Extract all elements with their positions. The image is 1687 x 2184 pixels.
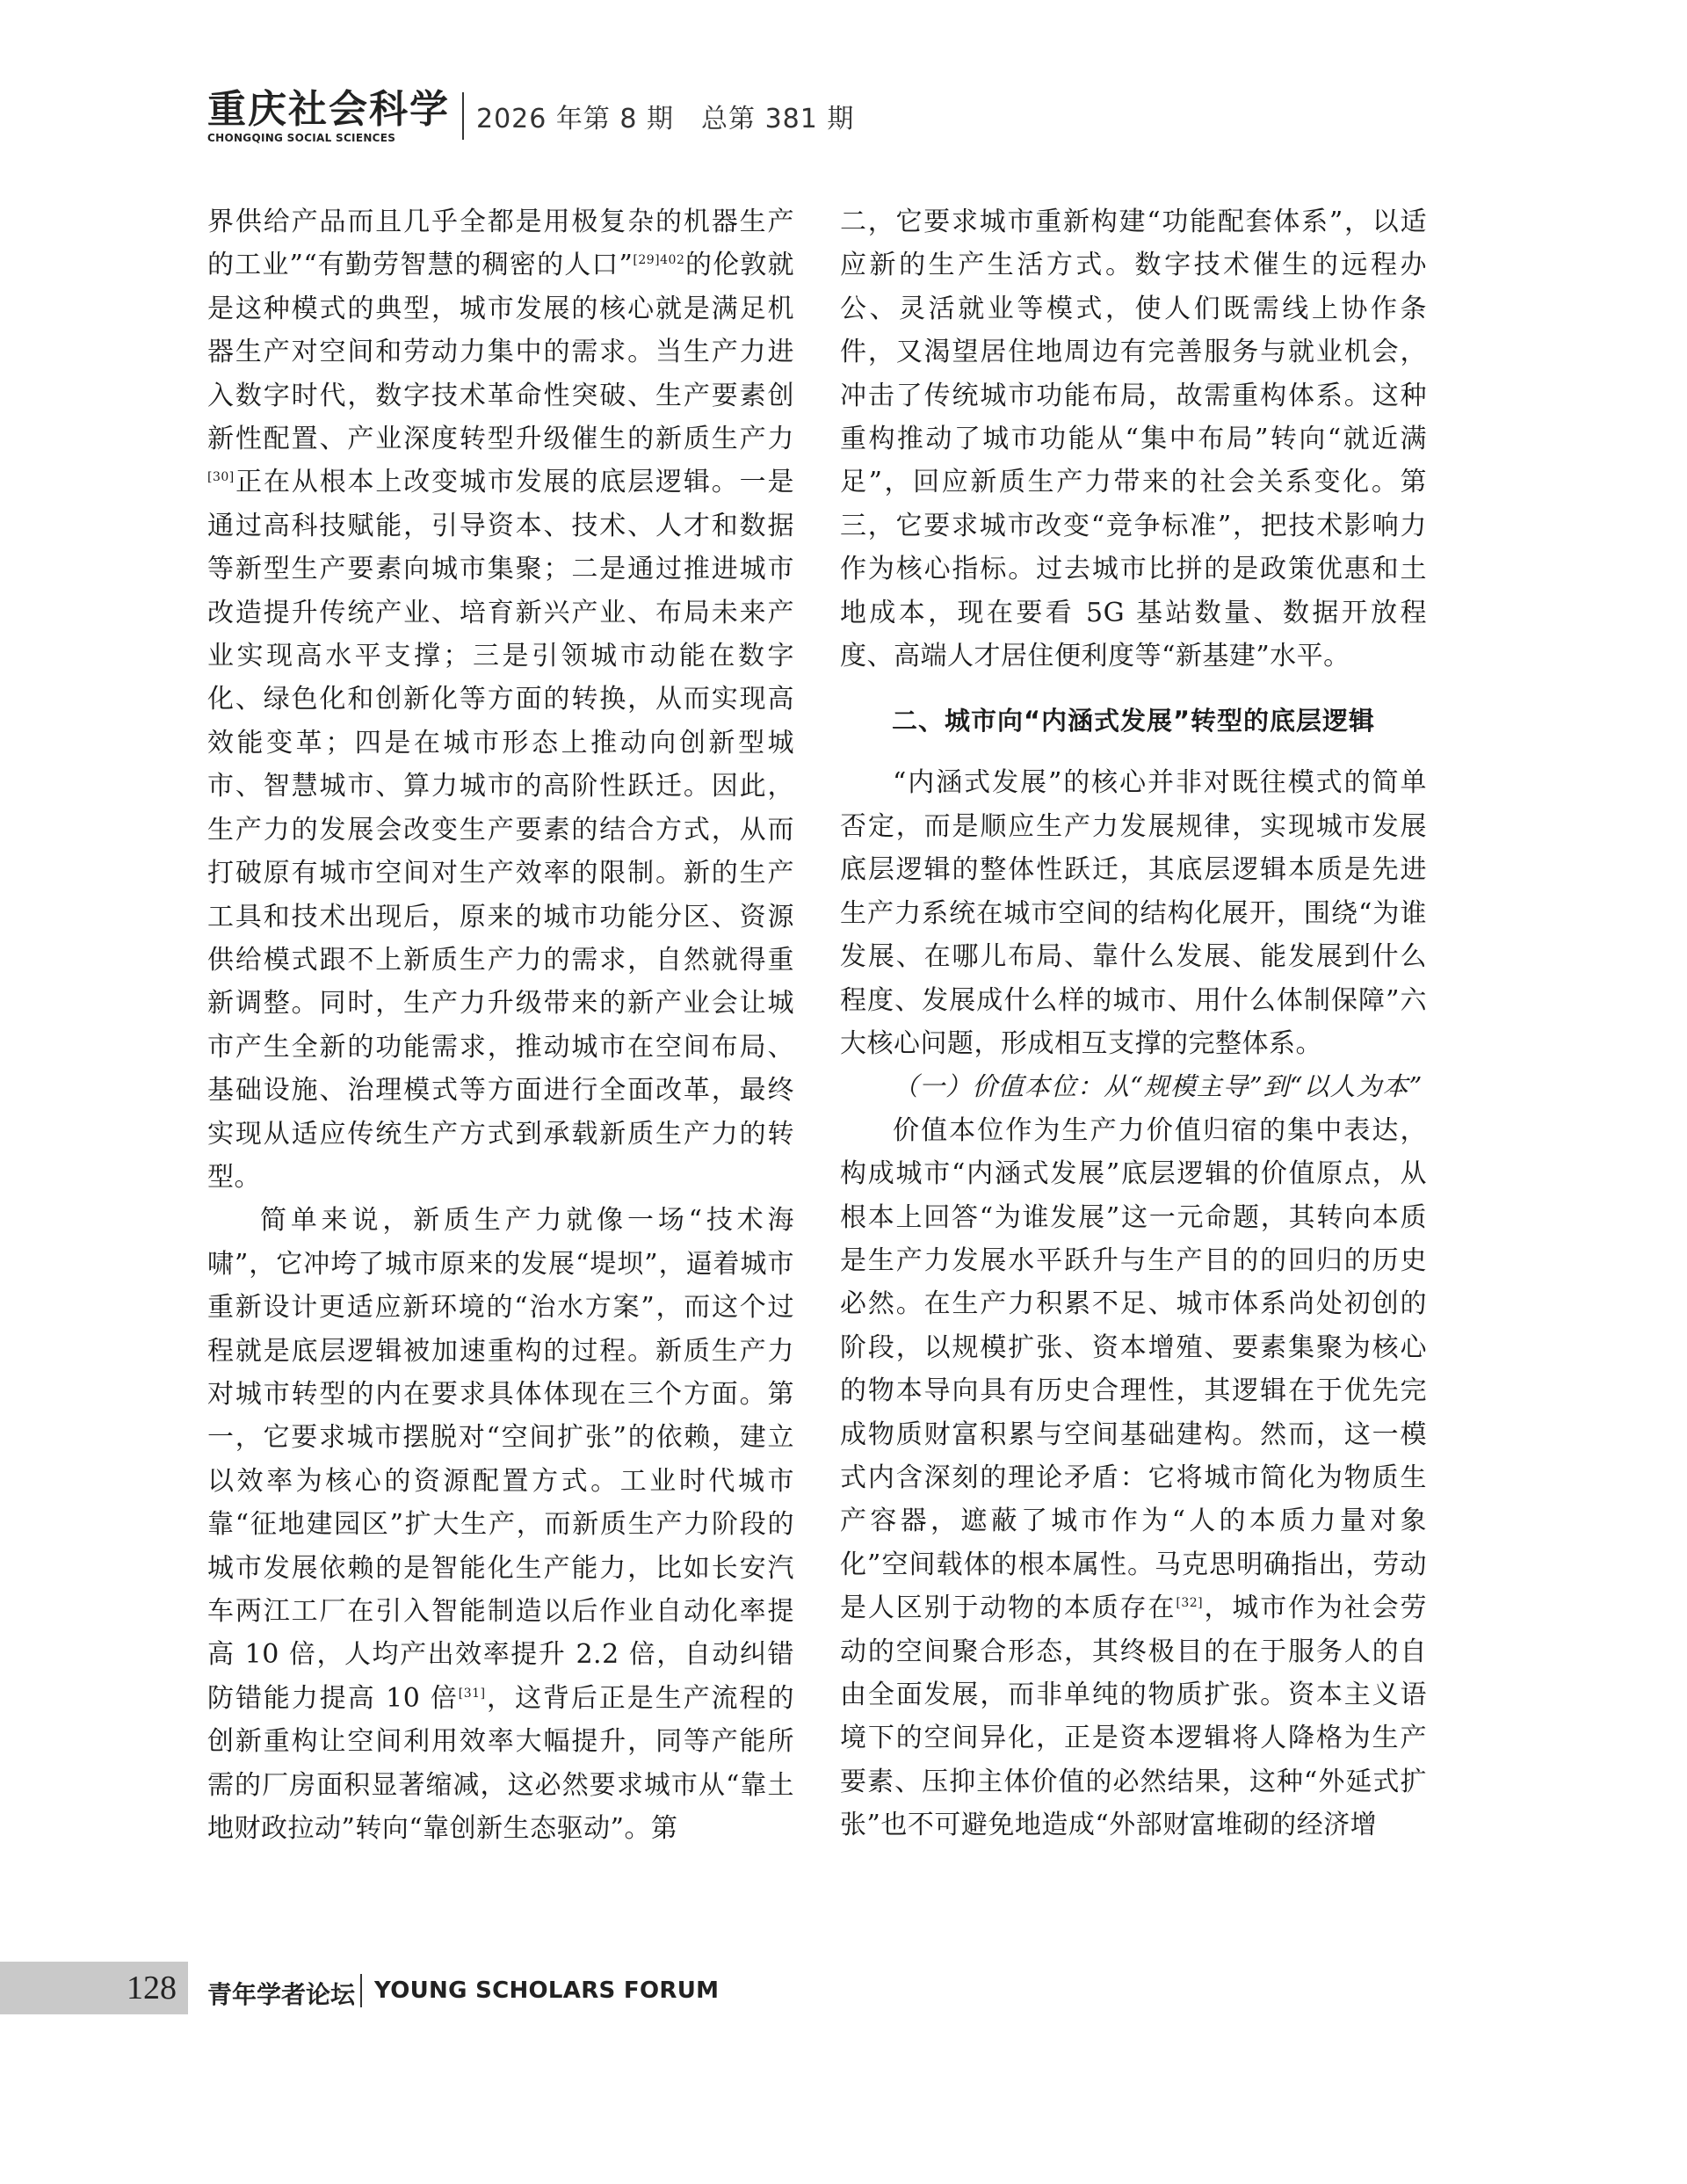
left-column bbox=[207, 200, 794, 1850]
page-number: 128 bbox=[127, 1970, 177, 2006]
section-name-cn: 青年学者论坛 bbox=[207, 1980, 356, 2009]
journal-logo bbox=[207, 86, 450, 144]
subsection-heading: （一）价值本位：从“规模主导”到“以人为本” bbox=[893, 1071, 1423, 1102]
paragraph: 二，它要求城市重新构建“功能配套体系”，以适应新的生产生活方式。数字技术催生的远程办公、灵活就业等模式，使人们既需线上协作条件，又渴望居住地周边有完善服务与就业机会，冲击了传统城市功能布局，故需重构体系。这种重构推动了城市功能从“集中布局”转向“就近满足”，回应新质生产力带来的社会关系变化。第三，它要求城市改变“竞争标准”，把技术影响力作为核心指标。过去城市比拼的是政策优惠和土地成本，现在要看 5G 基站数量、数据开放程度、高端人才居住便利度等“新基建”水平。 bbox=[840, 207, 1427, 672]
running-header bbox=[207, 81, 854, 151]
citation-ref: [29]402 bbox=[633, 253, 685, 268]
section-name-en: YOUNG SCHOLARS FORUM bbox=[374, 1977, 720, 2004]
running-footer bbox=[0, 1962, 1687, 2014]
paragraph-text: 简单来说，新质生产力就像一场“技术海啸”，它冲垮了城市原来的发展“堤坝”，逼着城市重新设计更适应新环境的“治水方案”，而这个过程就是底层逻辑被加速重构的过程。新质生产力对城市转型的内在要求具体体现在三个方面。第一，它要求城市摆脱对“空间扩张”的依赖，建立以效率为核心的资源配置方式。工业时代城市靠“征地建园区”扩大生产，而新质生产力阶段的城市发展依赖的是智能化生产能力，比如长安汽车两江工厂在引入智能制造以后作业自动化率提高 10 倍，人均产出效率提升 2.2 倍，自动纠错防错能力提高 10 倍 bbox=[207, 1205, 794, 1714]
paragraph-text: 正在从根本上改变城市发展的底层逻辑。一是通过高科技赋能，引导资本、技术、人才和数据等新型生产要素向城市集聚；二是通过推进城市改造提升传统产业、培育新兴产业、布局未来产业实现高水平支撑；三是引领城市动能在数字化、绿色化和创新化等方面的转换，从而实现高效能变革；四是在城市形态上推动向创新型城市、智慧城市、算力城市的高阶性跃迁。因此，生产力的发展会改变生产要素的结合方式，从而打破原有城市空间对生产效率的限制。新的生产工具和技术出现后，原来的城市功能分区、资源供给模式跟不上新质生产力的需求，自然就得重新调整。同时，生产力升级带来的新产业会让城市产生全新的功能需求，推动城市在空间布局、基础设施、治理模式等方面进行全面改革，最终实现从适应传统生产方式到承载新质生产力的转型。 bbox=[207, 467, 794, 1193]
section-heading: 二、城市向“内涵式发展”转型的底层逻辑 bbox=[891, 706, 1376, 736]
journal-title-en: CHONGQING SOCIAL SCIENCES bbox=[207, 131, 396, 144]
paragraph bbox=[207, 1199, 794, 1850]
paragraph-text: ，城市作为社会劳动的空间聚合形态，其终极目的在于服务人的自由全面发展，而非单纯的物质扩张。资本主义语境下的空间异化，正是资本逻辑将人降格为生产要素、压抑主体价值的必然结果，这种“外延式扩张”也不可避免地造成“外部财富堆砌的经济增 bbox=[840, 1593, 1428, 1841]
paragraph-text: 价值本位作为生产力价值归宿的集中表达，构成城市“内涵式发展”底层逻辑的价值原点，从根本上回答“为谁发展”这一元命题，其转向本质是生产力发展水平跃升与生产目的的回归的历史必然。在生产力积累不足、城市体系尚处初创的阶段，以规模扩张、资本增殖、要素集聚为核心的物本导向具有历史合理性，其逻辑在于优先完成物质财富积累与空间基础建构。然而，这一模式内含深刻的理论矛盾：它将城市简化为物质生产容器，遮蔽了城市作为“人的本质力量对象化”空间载体的根本属性。马克思明确指出，劳动是人区别于动物的本质存在 bbox=[840, 1114, 1427, 1624]
paragraph bbox=[207, 200, 794, 1199]
paragraph-text: 界供给产品而且几乎全都是用极复杂的机器生产的工业”“有勤劳智慧的稠密的人口” bbox=[207, 207, 794, 281]
citation-ref: [32] bbox=[1176, 1596, 1204, 1611]
journal-title-cn: 重庆社会科学 bbox=[207, 86, 450, 132]
issue-info: 2026 年第 8 期 总第 381 期 bbox=[476, 104, 855, 134]
citation-ref: [31] bbox=[458, 1686, 486, 1701]
right-column bbox=[840, 200, 1427, 1847]
paragraph-text: 的伦敦就是这种模式的典型，城市发展的核心就是满足机器生产对空间和劳动力集中的需求。当生产力进入数字时代，数字技术革命性突破、生产要素创新性配置、产业深度转型升级催生的新质生产力 bbox=[207, 250, 795, 455]
paragraph: “内涵式发展”的核心并非对既往模式的简单否定，而是顺应生产力发展规律，实现城市发展底层逻辑的整体性跃迁，其底层逻辑本质是先进生产力系统在城市空间的结构化展开，围绕“为谁发展、在哪儿布局、靠什么发展、能发展到什么程度、发展成什么样的城市、用什么体制保障”六大核心问题，形成相互支撑的完整体系。 bbox=[840, 767, 1427, 1059]
paragraph-text: ，这背后正是生产流程的创新重构让空间利用效率大幅提升，同等产能所需的厂房面积显著缩减，这必然要求城市从“靠土地财政拉动”转向“靠创新生态驱动”。第 bbox=[207, 1682, 794, 1845]
header-divider bbox=[462, 92, 464, 140]
citation-ref: [30] bbox=[207, 470, 235, 485]
footer-divider bbox=[360, 1974, 362, 2007]
paragraph bbox=[840, 1109, 1427, 1847]
